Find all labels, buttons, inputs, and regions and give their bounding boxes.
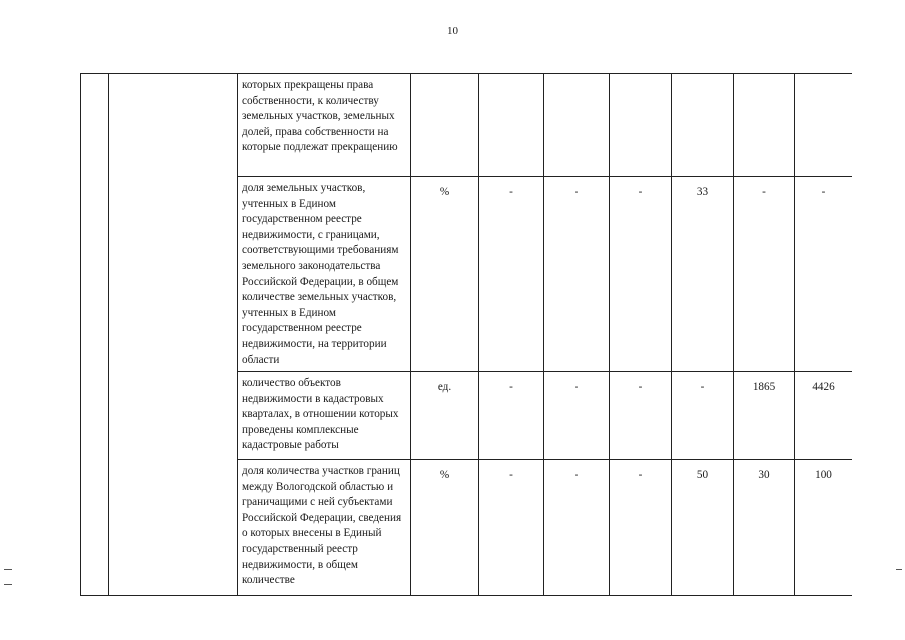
value-cell: - <box>610 177 672 372</box>
value-cell: - <box>479 372 544 460</box>
value-cell <box>544 74 610 177</box>
value-cell: - <box>672 372 734 460</box>
indicator-table <box>80 73 852 596</box>
value-cell: - <box>610 372 672 460</box>
indicator-description: количество объектов недвижимости в кадастровых кварталах, в отношении которых проведены комплексные кадастровые работы <box>238 372 411 460</box>
value-cell: - <box>544 460 610 596</box>
value-cell <box>610 74 672 177</box>
value-cell: - <box>610 460 672 596</box>
value-cell <box>795 74 853 177</box>
value-cell: 33 <box>672 177 734 372</box>
margin-mark <box>4 584 12 585</box>
value-cell: - <box>479 177 544 372</box>
page-number: 10 <box>447 25 458 37</box>
value-cell: - <box>544 177 610 372</box>
unit-cell: ед. <box>411 372 479 460</box>
unit-cell: % <box>411 460 479 596</box>
indicator-description: доля земельных участков, учтенных в Едином государственном реестре недвижимости, с границами, соответствующими требованиям земельного законодательства Российской Федерации, в общем количестве земельных участков, учтенных в Едином государственном реестре недвижимости, на территории области <box>238 177 411 372</box>
unit-cell <box>411 74 479 177</box>
program-element-cell <box>109 74 238 596</box>
table-row <box>81 74 853 177</box>
unit-cell: % <box>411 177 479 372</box>
value-cell <box>672 74 734 177</box>
value-cell: 1865 <box>734 372 795 460</box>
value-cell: 30 <box>734 460 795 596</box>
value-cell: 50 <box>672 460 734 596</box>
margin-mark <box>896 569 902 570</box>
value-cell: - <box>479 460 544 596</box>
value-cell: - <box>734 177 795 372</box>
value-cell: - <box>795 177 853 372</box>
row-number-cell <box>81 74 109 596</box>
indicator-description: которых прекращены права собственности, к количеству земельных участков, земельных долей, права собственности на которые подлежат прекращению <box>238 74 411 177</box>
value-cell: 4426 <box>795 372 853 460</box>
value-cell <box>734 74 795 177</box>
margin-mark <box>4 569 12 570</box>
value-cell <box>479 74 544 177</box>
value-cell: - <box>544 372 610 460</box>
indicator-description: доля количества участков границ между Вологодской областью и граничащими с ней субъектами Российской Федерации, сведения о которых внесены в Единый государственный реестр недвижимости, в общем количестве <box>238 460 411 596</box>
value-cell: 100 <box>795 460 853 596</box>
